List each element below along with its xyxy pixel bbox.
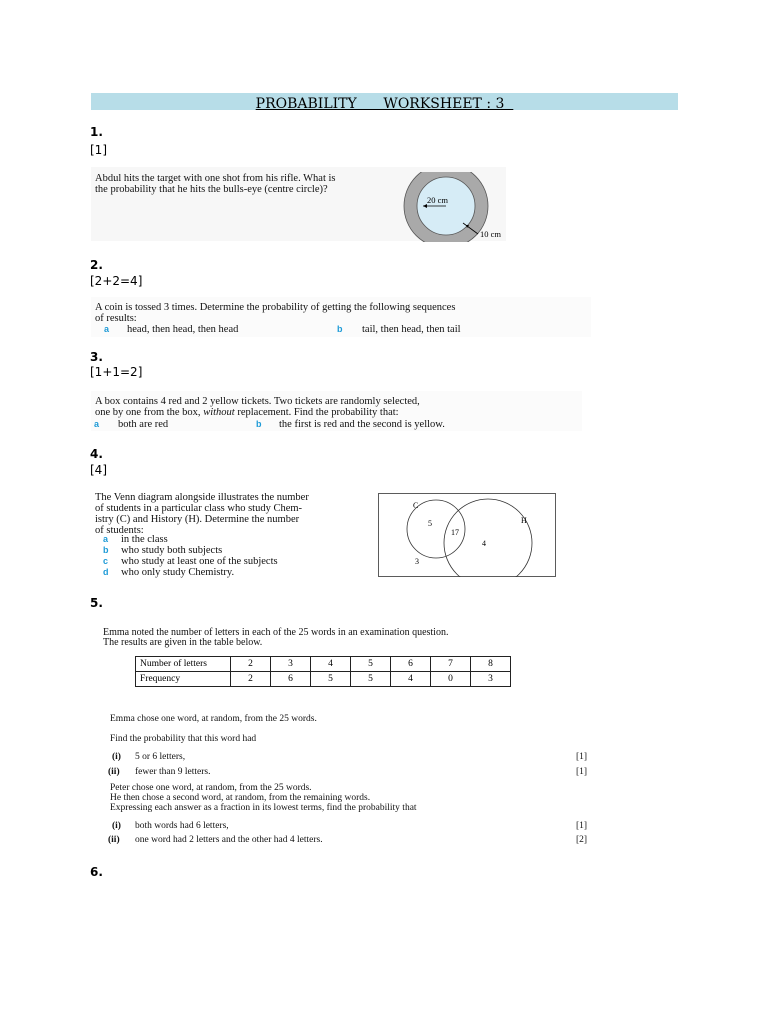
- question-6-number: 6.: [90, 865, 103, 879]
- table-cell: 3: [471, 672, 511, 687]
- question-4-number: 4.: [90, 447, 103, 461]
- question-3-part-b-text: the first is red and the second is yellow.: [279, 419, 445, 430]
- question-4-part-b-letter: b: [103, 545, 109, 555]
- table-cell: 3: [271, 657, 311, 672]
- question-2-part-a-text: head, then head, then head: [127, 324, 239, 335]
- table-row: [136, 657, 511, 672]
- inner-radius-label: 20 cm: [427, 195, 449, 205]
- question-4-line-3: istry (C) and History (H). Determine the number: [95, 514, 300, 525]
- question-5-peter-line-1: Peter chose one word, at random, from the 25 words.: [110, 783, 312, 793]
- worksheet-title: PROBABILITY WORKSHEET : 3: [255, 96, 514, 112]
- question-5-part-b-i-text: both words had 6 letters,: [135, 821, 229, 831]
- question-5-part-ii-label: (ii): [108, 767, 120, 777]
- table-cell: 0: [431, 672, 471, 687]
- question-3-line-1: A box contains 4 red and 2 yellow tickets. Two tickets are randomly selected,: [95, 396, 420, 407]
- question-1-marks: [1]: [90, 143, 107, 157]
- question-4-part-c-text: who study at least one of the subjects: [121, 556, 278, 567]
- question-1-line-1: Abdul hits the target with one shot from his rifle. What is: [95, 173, 336, 184]
- question-4-line-2: of students in a particular class who study Chem-: [95, 503, 303, 514]
- question-2-part-b-text: tail, then head, then tail: [362, 324, 461, 335]
- venn-neither: 3: [415, 557, 419, 566]
- question-3-marks: [1+1=2]: [90, 365, 143, 379]
- target-diagram: [398, 172, 508, 242]
- table-cell: 5: [311, 672, 351, 687]
- question-5-part-i-marks: [1]: [576, 752, 588, 762]
- table-cell: 4: [391, 672, 431, 687]
- ring-width-label: 10 cm: [480, 229, 502, 239]
- question-3-part-a-text: both are red: [118, 419, 169, 430]
- question-3-part-b-letter: b: [256, 419, 262, 429]
- question-5-part-b-ii-marks: [2]: [576, 835, 588, 845]
- table-cell: 2: [231, 672, 271, 687]
- question-5-part-b-ii-text: one word had 2 letters and the other had 4 letters.: [135, 835, 323, 845]
- question-5-part-b-i-marks: [1]: [576, 821, 588, 831]
- venn-universal-set: [379, 494, 556, 577]
- question-1-line-2: the probability that he hits the bulls-eye (centre circle)?: [95, 184, 328, 195]
- table-cell: 5: [351, 672, 391, 687]
- question-4-part-b-text: who study both subjects: [121, 545, 223, 556]
- question-4-part-a-letter: a: [103, 534, 109, 544]
- question-5-part-ii-text: fewer than 9 letters.: [135, 767, 211, 777]
- question-2-part-a-letter: a: [104, 324, 110, 334]
- question-4-part-a-text: in the class: [121, 534, 168, 545]
- question-3-line-2: [95, 407, 399, 418]
- venn-both: 17: [451, 528, 459, 537]
- question-4-line-4: of students:: [95, 525, 144, 536]
- table-cell: 6: [391, 657, 431, 672]
- question-1-number: 1.: [90, 125, 103, 139]
- question-5-intro-1: Emma noted the number of letters in each of the 25 words in an examination question.: [103, 627, 449, 638]
- question-2-part-b-letter: b: [337, 324, 343, 334]
- venn-diagram: [378, 493, 556, 577]
- table-cell: 8: [471, 657, 511, 672]
- question-5-emma-chose: Emma chose one word, at random, from the 25 words.: [110, 714, 317, 724]
- table-cell: 2: [231, 657, 271, 672]
- question-5-part-i-text: 5 or 6 letters,: [135, 752, 186, 762]
- frequency-table: [135, 656, 511, 687]
- question-3-part-a-letter: a: [94, 419, 100, 429]
- question-5-intro-2: The results are given in the table below.: [103, 637, 263, 648]
- question-5-part-i-label: (i): [112, 752, 121, 762]
- venn-label-c: C: [413, 501, 419, 510]
- question-3-number: 3.: [90, 350, 103, 364]
- question-2-marks: [2+2=4]: [90, 274, 143, 288]
- question-5-part-b-ii-label: (ii): [108, 835, 120, 845]
- table-row: [136, 672, 511, 687]
- question-5-peter-line-3: Expressing each answer as a fraction in its lowest terms, find the probability that: [110, 803, 417, 813]
- question-2-line-1: A coin is tossed 3 times. Determine the probability of getting the following sequences: [95, 302, 456, 313]
- question-4-part-d-letter: d: [103, 567, 109, 577]
- table-header-letters: Number of letters: [136, 657, 231, 672]
- title-bar: [91, 93, 678, 110]
- question-4-line-1: The Venn diagram alongside illustrates the number: [95, 492, 309, 503]
- question-3-line-2-end: replacement. Find the probability that:: [234, 407, 399, 418]
- question-5-peter-line-2: He then chose a second word, at random, from the remaining words.: [110, 793, 371, 803]
- question-4-part-c-letter: c: [103, 556, 109, 566]
- table-header-frequency: Frequency: [136, 672, 231, 687]
- question-5-find-probability: Find the probability that this word had: [110, 734, 257, 744]
- venn-label-h: H: [521, 516, 527, 525]
- question-4-part-d-text: who only study Chemistry.: [121, 567, 235, 578]
- question-2-line-2: of results:: [95, 313, 137, 324]
- table-cell: 7: [431, 657, 471, 672]
- question-4-marks: [4]: [90, 463, 107, 477]
- question-5-part-b-i-label: (i): [112, 821, 121, 831]
- table-cell: 4: [311, 657, 351, 672]
- question-5-number: 5.: [90, 596, 103, 610]
- table-cell: 6: [271, 672, 311, 687]
- question-2-number: 2.: [90, 258, 103, 272]
- table-cell: 5: [351, 657, 391, 672]
- venn-only-h: 4: [482, 539, 486, 548]
- question-5-part-ii-marks: [1]: [576, 767, 588, 777]
- venn-only-c: 5: [428, 519, 432, 528]
- question-3-line-2-start: one by one from the box,: [95, 407, 204, 418]
- question-3-line-2-italic: without: [203, 407, 235, 418]
